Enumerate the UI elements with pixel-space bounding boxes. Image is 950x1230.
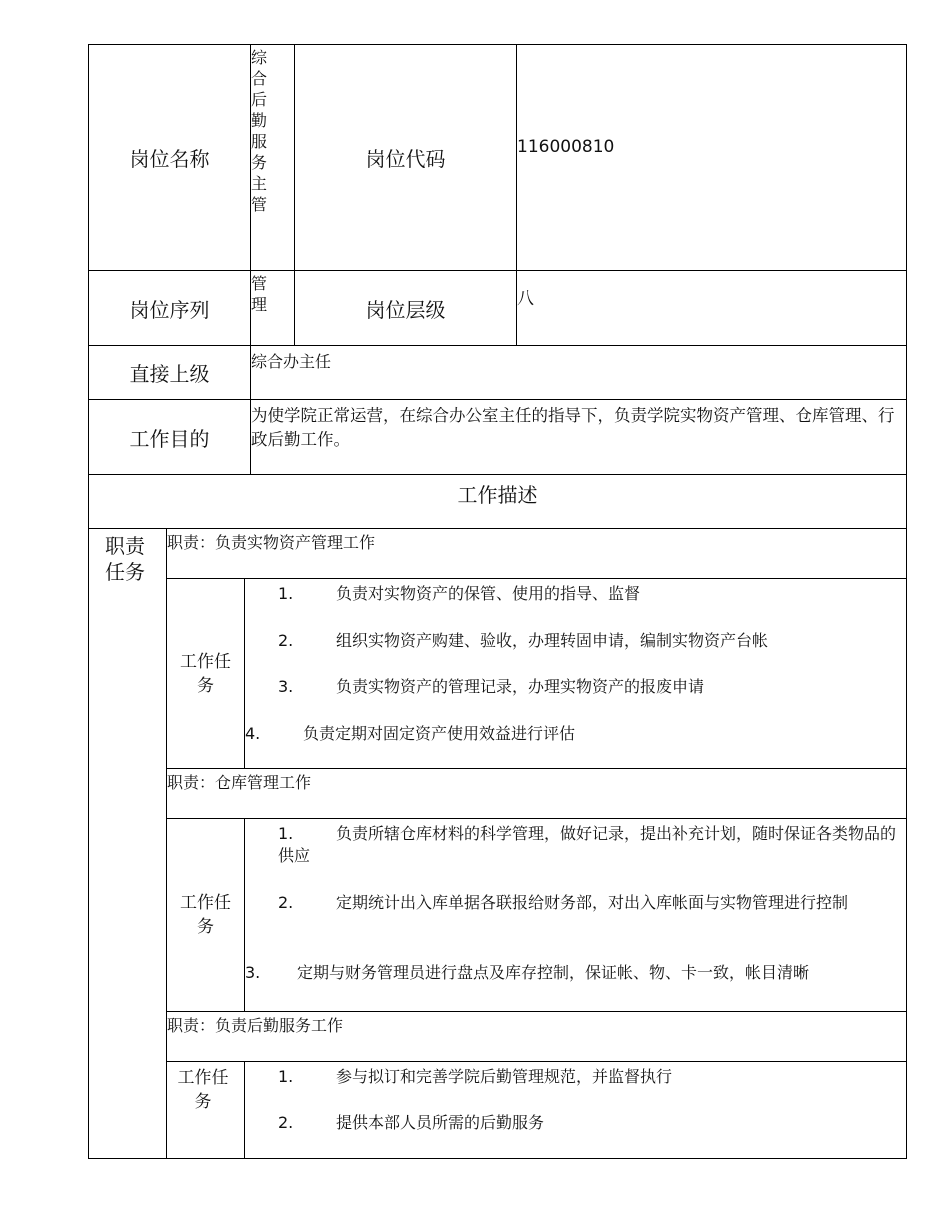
task-list xyxy=(245,579,907,769)
task-number: 3. xyxy=(245,963,261,982)
task-number: 2. xyxy=(278,893,294,912)
task-item xyxy=(278,1112,544,1134)
task-label: 工作任务 xyxy=(177,1068,229,1112)
task-text: 定期与财务管理员进行盘点及库存控制，保证帐、物、卡一致，帐目清晰 xyxy=(297,963,810,982)
task-text: 负责实物资产的管理记录，办理实物资产的报废申请 xyxy=(336,677,705,696)
task-number: 4. xyxy=(245,724,261,743)
task-number: 3. xyxy=(278,677,294,696)
description-title: 工作描述 xyxy=(89,475,907,529)
task-label-cell xyxy=(167,1062,245,1159)
supervisor-cell xyxy=(251,346,907,400)
task-item xyxy=(278,1066,672,1088)
responsibilities-label: 职责任务 xyxy=(105,534,145,584)
task-list xyxy=(245,819,907,1012)
responsibility-title-row xyxy=(167,1012,907,1062)
sequence-label: 岗位序列 xyxy=(89,271,251,346)
responsibility-title-row xyxy=(167,529,907,579)
task-text: 组织实物资产购建、验收，办理转固申请，编制实物资产台帐 xyxy=(336,631,769,650)
responsibility-title: 职责：负责实物资产管理工作 xyxy=(167,533,376,552)
task-item xyxy=(245,962,809,984)
task-text: 负责所辖仓库材料的科学管理，做好记录，提出补充计划，随时保证各类物品的供应 xyxy=(278,824,897,865)
position-name-value: 综合后勤服务主管 xyxy=(251,48,268,214)
sequence-value: 管理 xyxy=(251,274,268,314)
task-number: 2. xyxy=(278,1113,294,1132)
task-text: 提供本部人员所需的后勤服务 xyxy=(336,1113,545,1132)
task-label-cell xyxy=(167,579,245,769)
task-number: 2. xyxy=(278,631,294,650)
task-item xyxy=(278,630,768,652)
task-number: 1. xyxy=(278,824,294,843)
level-value: 八 xyxy=(517,289,534,309)
level-label: 岗位层级 xyxy=(295,271,517,346)
supervisor-label: 直接上级 xyxy=(89,346,251,400)
purpose-value: 为使学院正常运营，在综合办公室主任的指导下，负责学院实物资产管理、仓库管理、行政后勤工作。 xyxy=(251,406,895,449)
task-list xyxy=(245,1062,907,1159)
responsibility-title: 职责：仓库管理工作 xyxy=(167,773,312,792)
position-code-cell xyxy=(517,45,907,271)
purpose-cell xyxy=(251,400,907,475)
position-code-label: 岗位代码 xyxy=(295,45,517,271)
job-description-table xyxy=(88,44,907,1159)
task-text: 参与拟订和完善学院后勤管理规范，并监督执行 xyxy=(336,1067,673,1086)
position-name-label: 岗位名称 xyxy=(89,45,251,271)
responsibilities-label-cell xyxy=(89,529,167,1159)
sequence-cell xyxy=(251,271,295,346)
task-label: 工作任务 xyxy=(180,651,231,696)
responsibility-title-row xyxy=(167,769,907,819)
task-label: 工作任务 xyxy=(180,893,231,937)
task-label-cell xyxy=(167,819,245,1012)
level-cell xyxy=(517,271,907,346)
position-name-cell xyxy=(251,45,295,271)
purpose-label: 工作目的 xyxy=(89,400,251,475)
supervisor-value: 综合办主任 xyxy=(251,352,332,371)
position-code-value: 116000810 xyxy=(517,137,615,157)
task-item xyxy=(278,892,900,914)
task-text: 负责定期对固定资产使用效益进行评估 xyxy=(303,724,576,743)
task-text: 负责对实物资产的保管、使用的指导、监督 xyxy=(336,584,641,603)
responsibility-title: 职责：负责后勤服务工作 xyxy=(167,1016,344,1035)
task-item xyxy=(278,583,640,605)
task-number: 1. xyxy=(278,1067,294,1086)
task-number: 1. xyxy=(278,584,294,603)
task-item xyxy=(278,676,704,698)
task-item xyxy=(245,723,575,745)
task-item xyxy=(278,823,900,867)
task-text: 定期统计出入库单据各联报给财务部，对出入库帐面与实物管理进行控制 xyxy=(336,893,849,912)
